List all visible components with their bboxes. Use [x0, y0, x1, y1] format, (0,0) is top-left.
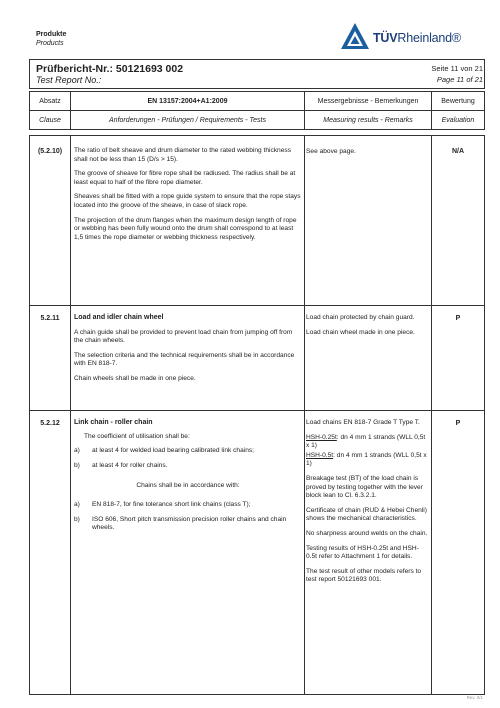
clause-5-2-11: 5.2.11 — [40, 315, 60, 322]
header-clause: Clause — [29, 110, 71, 130]
column-divider — [431, 135, 432, 695]
paragraph: The ratio of belt sheave and drum diameter to the rated webbing thickness shall not be less than 15 (D/s > 15). — [74, 147, 291, 163]
row-5-2-10-result: See above page. — [306, 148, 356, 155]
products-en: Products — [36, 40, 64, 47]
list-item — [74, 516, 302, 533]
row-divider — [29, 305, 485, 306]
result: Load chain protected by chain guard. — [306, 314, 415, 321]
list-item — [74, 447, 302, 456]
model-hsh-0-5t: HSH-0.5t — [306, 451, 334, 459]
row-5-2-10-requirements — [74, 147, 302, 242]
result: Load chains EN 818-7 Grade T Type T. — [306, 419, 420, 426]
products-de: Produkte — [36, 31, 67, 38]
header-requirements: Anforderungen - Prüfungen / Requirements - Tests — [70, 110, 305, 130]
row-5-2-12-results — [306, 419, 428, 585]
report-number-en: Test Report No.: — [36, 75, 102, 85]
row-5-2-11-results — [306, 314, 428, 337]
column-divider — [304, 135, 305, 695]
paragraph-centered: Chains shall be in accordance with: — [136, 482, 240, 490]
result: No sharpness around welds on the chain. — [306, 529, 428, 537]
triangle-logo-icon — [340, 22, 370, 50]
list-item — [74, 501, 302, 510]
paragraph: The projection of the drum flanges when the maximum design length of rope or webbing has been fully wound onto the drum shall correspond to at least 1,5 times the rope diameter or webbing thickness respectively. — [74, 216, 297, 241]
list-marker: a) — [74, 447, 80, 455]
header-bewertung: Bewertung — [431, 91, 485, 111]
header-absatz: Absatz — [29, 91, 71, 111]
header-measuring: Measuring results - Remarks — [304, 110, 432, 130]
row-divider — [29, 410, 485, 411]
row-5-2-11-evaluation: P — [455, 315, 461, 322]
list-marker: b) — [74, 461, 80, 469]
paragraph: Chain wheels shall be made in one piece. — [74, 374, 196, 382]
result: Certificate of chain (RUD & Hebei Chenli) shows the mechanical characteristics. — [306, 506, 427, 523]
list-marker: a) — [74, 500, 80, 508]
paragraph: Sheaves shall be fitted with a rope guide system to ensure that the rope stays located into the groove of the sheave, in case of slack rope. — [74, 193, 301, 209]
footer-revision: Rev. 0/1 — [466, 695, 483, 700]
list-text: ISO 606, Short pitch transmission precision roller chains and chain wheels. — [92, 515, 287, 532]
list-marker: b) — [74, 515, 80, 523]
logo-text: TÜVRheinland® — [373, 31, 461, 45]
model-hsh-0-25t: HSH-0.25t — [306, 433, 337, 441]
list-text: at least 4 for welded load bearing calibrated link chains; — [92, 447, 255, 455]
result: Load chain wheel made in one piece. — [306, 328, 415, 336]
result: The test result of other models refers to test report 50121693 001. — [306, 567, 422, 584]
result: Breakage test (BT) of the load chain is proved by testing together with the lever block lean to Cl. 6.3.2.1. — [306, 474, 423, 500]
row-5-2-11-requirements — [74, 314, 302, 384]
column-divider — [70, 135, 71, 695]
header-standard: EN 13157:2004+A1:2009 — [70, 91, 305, 111]
row-5-2-10-evaluation: N/A — [451, 148, 465, 155]
list-item — [74, 462, 302, 471]
result: HSH-0.5t: dn 4 mm 1 strands (WLL 0,5t x 1) — [306, 451, 427, 468]
page-number-de: Seite 11 von 21 — [431, 64, 483, 73]
row-5-2-12-evaluation: P — [455, 420, 461, 427]
products-label — [36, 30, 66, 48]
clause-5-2-12: 5.2.12 — [40, 420, 60, 427]
paragraph: A chain guide shall be provided to prevent load chain from jumping off from the chain wheels. — [74, 328, 293, 345]
page-number-en: Page 11 of 21 — [436, 75, 483, 84]
paragraph: The groove of sheave for fibre rope shall be radiused. The radius shall be at least equal to half of the fibre rope diameter. — [74, 170, 296, 186]
list-text: at least 4 for roller chains. — [92, 461, 168, 469]
clause-5-2-10: (5.2.10) — [37, 148, 63, 155]
tuv-rheinland-logo — [340, 18, 468, 54]
header-messergebnisse: Messergebnisse - Bemerkungen — [304, 91, 432, 111]
section-title: Link chain - roller chain — [74, 419, 153, 426]
report-number: Prüfbericht-Nr.: 50121693 002 — [36, 63, 184, 75]
result: HSH-0.25t: dn 4 mm 1 strands (WLL 0,5t x 1) — [306, 433, 426, 450]
row-5-2-12-requirements — [74, 419, 302, 533]
paragraph: The coefficient of utilisation shall be: — [84, 432, 190, 440]
section-title: Load and idler chain wheel — [74, 314, 164, 321]
header-evaluation: Evaluation — [431, 110, 485, 130]
list-text: EN 818-7, for fine tolerance short link chains (class T); — [92, 500, 251, 508]
result: Testing results of HSH-0.25t and HSH-0.5t refer to Attachment 1 for details. — [306, 544, 419, 561]
paragraph: The selection criteria and the technical requirements shall be in accordance with EN 818-7. — [74, 351, 295, 368]
